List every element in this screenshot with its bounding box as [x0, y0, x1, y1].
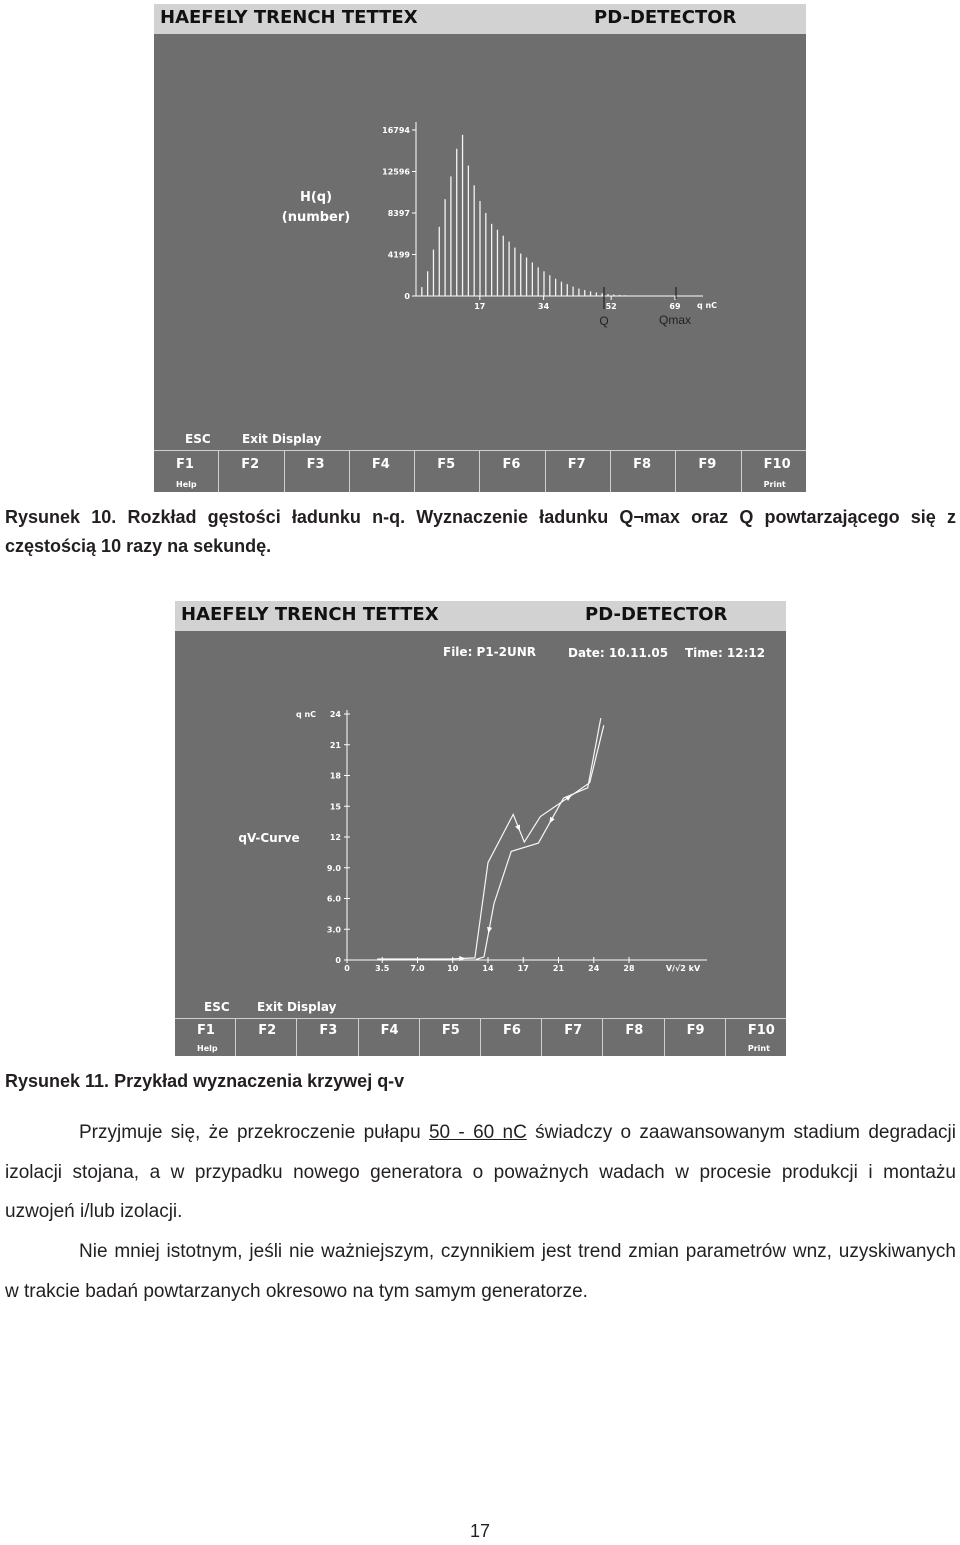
figure-pd-histogram [154, 4, 806, 492]
x-tick-label: 28 [623, 964, 635, 973]
key-label: F6 [502, 457, 521, 472]
test-time: Time: 12:12 [685, 646, 766, 660]
key-label: F6 [503, 1023, 521, 1038]
y-axis-label-2: (number) [281, 210, 351, 225]
key-label: F2 [258, 1023, 277, 1038]
y-tick-label: 15 [329, 802, 341, 812]
threshold-value: 50 - 60 nC [428, 1122, 527, 1143]
y-tick-label: 12596 [382, 167, 410, 177]
f1-key[interactable] [154, 450, 218, 492]
chart-title: qV-Curve [238, 831, 300, 845]
f10-key[interactable] [741, 450, 806, 492]
key-label: F10 [747, 1023, 775, 1038]
key-label: F5 [437, 457, 456, 472]
exit-display-button[interactable]: Exit Display [242, 432, 322, 446]
f3-key[interactable] [296, 1018, 357, 1056]
y-tick-label: 18 [329, 771, 341, 781]
f9-key[interactable] [664, 1018, 725, 1056]
y-tick-label: 12 [329, 833, 341, 842]
esc-button[interactable]: ESC [204, 1000, 230, 1014]
key-label: F4 [380, 1023, 399, 1038]
y-tick-label: 0 [335, 956, 341, 965]
key-sublabel: Print [747, 1044, 770, 1053]
f8-key[interactable] [602, 1018, 663, 1056]
key-sublabel: Print [763, 480, 786, 489]
x-axis-unit: q nC [696, 301, 718, 310]
figure-11-caption: Rysunek 11. Przykład wyznaczenia krzywej q-v [5, 1071, 405, 1091]
header-left: HAEFELY TRENCH TETTEX [160, 7, 418, 28]
key-label: F1 [176, 457, 194, 472]
key-label: F7 [567, 457, 586, 472]
annotation-qmax: Qmax [658, 313, 692, 327]
f4-key[interactable] [358, 1018, 419, 1056]
key-label: F4 [371, 457, 390, 472]
x-tick-label: 3.5 [375, 964, 390, 973]
x-tick-label: 14 [482, 964, 494, 973]
y-tick-label: 16794 [382, 126, 410, 135]
y-axis-unit: q nC [295, 710, 317, 719]
qv-series-2 [476, 718, 601, 959]
x-tick-label: 52 [605, 302, 617, 311]
x-tick-label: 34 [538, 302, 550, 311]
file-name: File: P1-2UNR [443, 645, 537, 659]
key-label: F2 [241, 457, 260, 472]
y-tick-label: 21 [329, 740, 341, 750]
x-axis-unit: V/√2 kV [665, 964, 701, 973]
key-label: F5 [441, 1023, 460, 1038]
y-tick-label: 4199 [387, 250, 410, 260]
key-label: F8 [625, 1023, 644, 1038]
key-label: F10 [763, 457, 791, 472]
paragraph-1-start: Przyjmuje się, że przekroczenie pułapu [79, 1122, 429, 1143]
f7-key[interactable] [541, 1018, 602, 1056]
f8-key[interactable] [610, 450, 675, 492]
x-tick-label: 10 [447, 964, 459, 973]
direction-arrow [487, 927, 492, 933]
function-key-bar [154, 450, 806, 492]
figure-10-caption: Rysunek 10. Rozkład gęstości ładunku n-q. Wyznaczenie ładunku Q¬max oraz Q powtarzającego się z częstością 10 razy na sekundę. [5, 507, 956, 556]
y-axis-label-1: H(q) [299, 190, 333, 205]
key-label: F9 [686, 1023, 705, 1038]
f6-key[interactable] [479, 450, 544, 492]
f3-key[interactable] [284, 450, 349, 492]
key-label: F7 [564, 1023, 583, 1038]
esc-button[interactable]: ESC [185, 432, 211, 446]
x-tick-label: 24 [588, 964, 600, 973]
annotation-q: Q [599, 314, 609, 328]
f6-key[interactable] [480, 1018, 541, 1056]
f1-key[interactable] [175, 1018, 235, 1056]
key-sublabel: Help [176, 480, 197, 489]
f9-key[interactable] [675, 450, 740, 492]
figure-qv-curve [175, 601, 786, 1056]
header-left: HAEFELY TRENCH TETTEX [181, 604, 439, 625]
key-label: F8 [633, 457, 652, 472]
key-label: F3 [306, 457, 325, 472]
direction-arrow [515, 825, 520, 832]
header-right: PD-DETECTOR [585, 604, 728, 625]
header-right: PD-DETECTOR [594, 7, 737, 28]
test-date: Date: 10.11.05 [568, 646, 669, 660]
page-number: 17 [469, 1521, 491, 1541]
f4-key[interactable] [349, 450, 414, 492]
f2-key[interactable] [218, 450, 283, 492]
y-tick-label: 9.0 [326, 863, 341, 873]
x-tick-label: 0 [344, 964, 350, 973]
paragraph-2: Nie mniej istotnym, jeśli nie ważniejszym, czynnikiem jest trend zmian parametrów wnz, uzyskiwanych w trakcie badań powtarzanych okresowo na tym samym generatorze. [5, 1241, 956, 1302]
histogram-chart [154, 4, 806, 334]
x-tick-label: 69 [669, 302, 681, 311]
exit-display-button[interactable]: Exit Display [257, 1000, 337, 1014]
paragraph-1 [5, 1113, 956, 1232]
function-key-bar [175, 1018, 786, 1056]
f5-key[interactable] [419, 1018, 480, 1056]
x-tick-label: 7.0 [410, 964, 425, 973]
x-tick-label: 17 [517, 964, 529, 973]
y-tick-label: 6.0 [326, 894, 341, 904]
y-tick-label: 8397 [387, 209, 410, 218]
y-tick-label: 24 [329, 710, 341, 719]
qv-chart [175, 601, 786, 991]
f10-key[interactable] [725, 1018, 786, 1056]
f5-key[interactable] [414, 450, 479, 492]
y-tick-label: 0 [404, 292, 410, 301]
f7-key[interactable] [545, 450, 610, 492]
y-tick-label: 3.0 [326, 925, 341, 935]
paragraph-1-end: świadczy o zaawansowanym stadium degradacji izolacji stojana, a w przypadku nowego generatora o poważnych wadach w procesie produkcji i montażu uzwojeń i/lub izolacji. [5, 1122, 956, 1222]
x-tick-label: 17 [474, 302, 486, 311]
key-label: F9 [698, 457, 717, 472]
key-sublabel: Help [197, 1044, 218, 1053]
x-tick-label: 21 [552, 964, 565, 973]
f2-key[interactable] [235, 1018, 296, 1056]
key-label: F3 [319, 1023, 338, 1038]
key-label: F1 [197, 1023, 215, 1038]
